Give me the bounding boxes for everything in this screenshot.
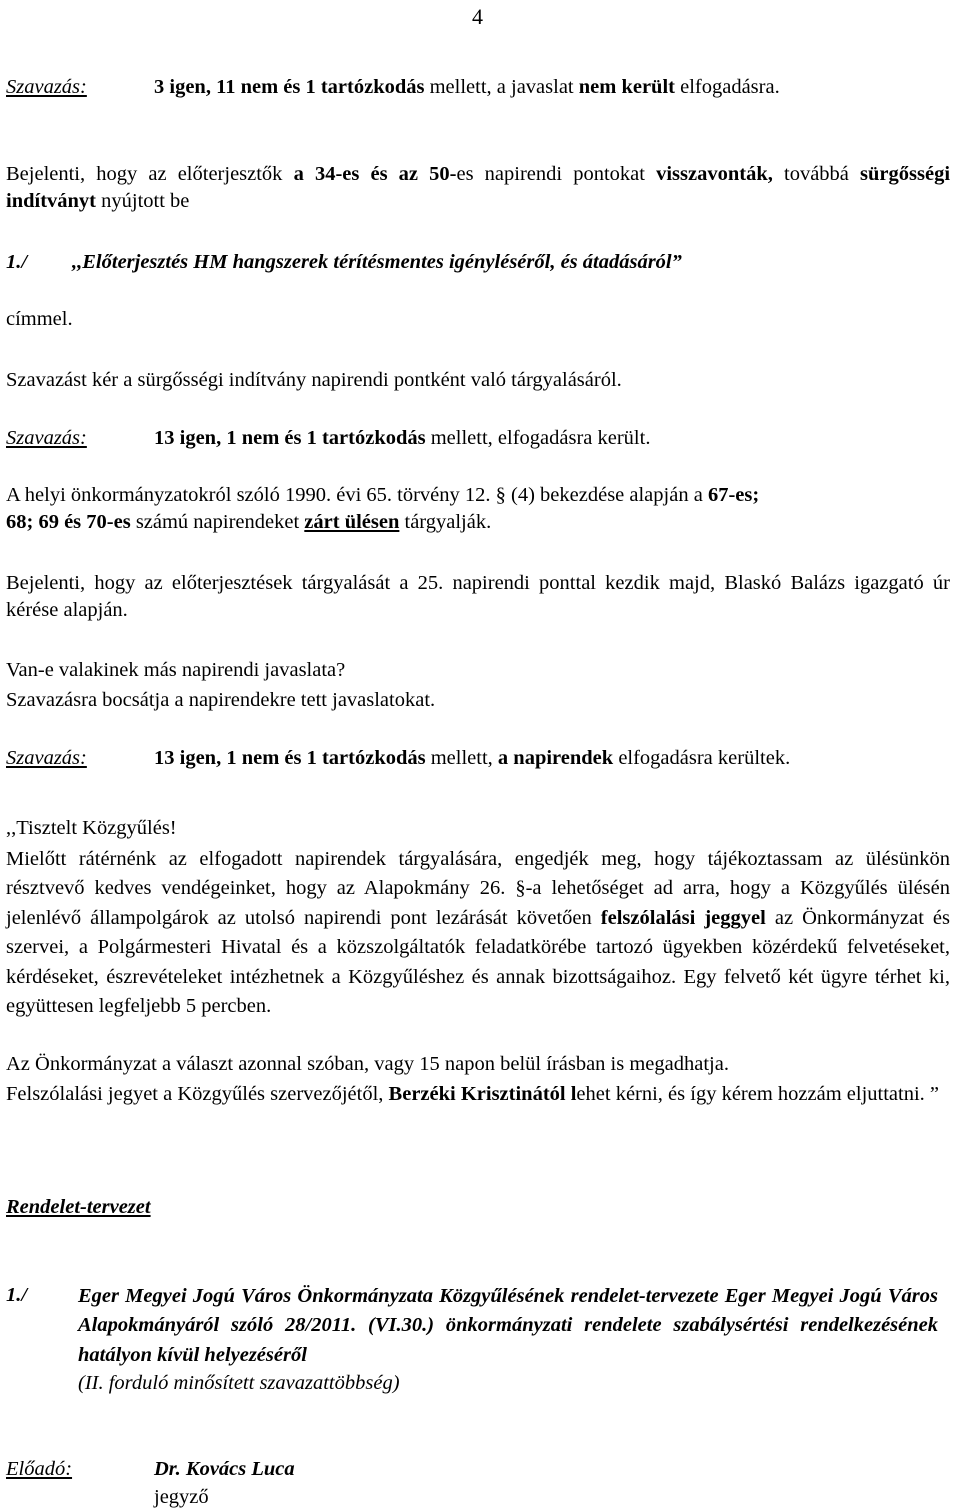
presenter-name: Dr. Kovács Luca (154, 1458, 295, 1480)
vote-submit: Szavazásra bocsátja a napirendekre tett javaslatokat. (6, 689, 436, 711)
item-title: ,,Előterjesztés HM hangszerek térítésmentes igényléséről, és átadásáról” (72, 251, 682, 273)
vote-result: 13 igen, 1 nem és 1 tartózkodás mellett, elfogadásra került. (154, 427, 651, 449)
closed-session-paragraph: A helyi önkormányzatokról szóló 1990. évi 65. törvény 12. § (4) bekezdése alapján a 67-es; 68; 69 és 70-es számú napirendeket zárt ülésen tárgyalják. (6, 484, 760, 533)
section-heading: Rendelet-tervezet (6, 1196, 151, 1218)
item-number: 1./ (6, 251, 28, 273)
presenter-label: Előadó: (6, 1458, 73, 1480)
vote-request: Szavazást kér a sürgősségi indítvány napirendi pontként való tárgyalásáról. (6, 369, 622, 391)
page-number: 4 (472, 4, 483, 29)
announcement-withdrawn-items: Bejelenti, hogy az előterjesztők a 34-es és az 50-es napirendi pontokat visszavonták, továbbá sürgősségi indítványt nyújtott be (6, 163, 951, 212)
speech-paragraph-3: Felszólalási jegyet a Közgyűlés szervezőjétől, Berzéki Krisztinától lehet kérni, és így kérem hozzám eljuttatni. ” (6, 1083, 940, 1105)
item-note: (II. forduló minősített szavazattöbbség) (78, 1372, 400, 1394)
speech-greeting: ,,Tisztelt Közgyűlés! (6, 817, 177, 839)
vote-label: Szavazás: (6, 747, 87, 769)
item-number: 1./ (6, 1284, 28, 1306)
presenter-role: jegyző (154, 1486, 209, 1508)
item-title: Eger Megyei Jogú Város Önkormányzata Közgyűlésének rendelet-tervezete Eger Megyei Jogú Város Alapokmányáról szóló 28/2011. (VI.30.) önkormányzati rendelete szabálysértési rendelkezésének hatályon kívül helyezéséről (78, 1285, 938, 1366)
section-sign: § (515, 877, 526, 900)
vote-label: Szavazás: (6, 427, 87, 449)
speech-paragraph-2: Az Önkormányzat a választ azonnal szóban, vagy 15 napon belül írásban is megadhatja. (6, 1053, 729, 1075)
announcement-order: Bejelenti, hogy az előterjesztések tárgyalását a 25. napirendi ponttal kezdik majd, Blaskó Balázs igazgató úr kérése alapján. (6, 572, 950, 621)
vote-result: 3 igen, 11 nem és 1 tartózkodás mellett, a javaslat nem került elfogadásra. (154, 76, 780, 98)
item-suffix: címmel. (6, 308, 73, 330)
question: Van-e valakinek más napirendi javaslata? (6, 659, 346, 681)
section-sign: § (495, 484, 506, 506)
vote-label: Szavazás: (6, 76, 87, 98)
vote-result: 13 igen, 1 nem és 1 tartózkodás mellett, a napirendek elfogadásra kerültek. (154, 747, 791, 769)
speech-paragraph-1: Mielőtt rátérnénk az elfogadott napirendek tárgyalására, engedjék meg, hogy tájékoztassam az ülésünkön résztvevő kedves vendégeinket, hogy az Alapokmány 26. §-a lehetőséget ad arra, hogy a Közgyűlés ülésén jelenlévő állampolgárok az utolsó napirendi pont lezárását követően felszólalási jeggyel az Önkormányzat és szervei, a Polgármesteri Hivatal és a közszolgáltatók feladatkörébe tartozó ügyekben közérdekű felvetéseket, kérdéseket, észrevételeket intézhetnek a Közgyűléshez és annak bizottságaihoz. Egy felvető két ügyre térhet ki, együttesen legfeljebb 5 percben. (6, 848, 951, 1018)
